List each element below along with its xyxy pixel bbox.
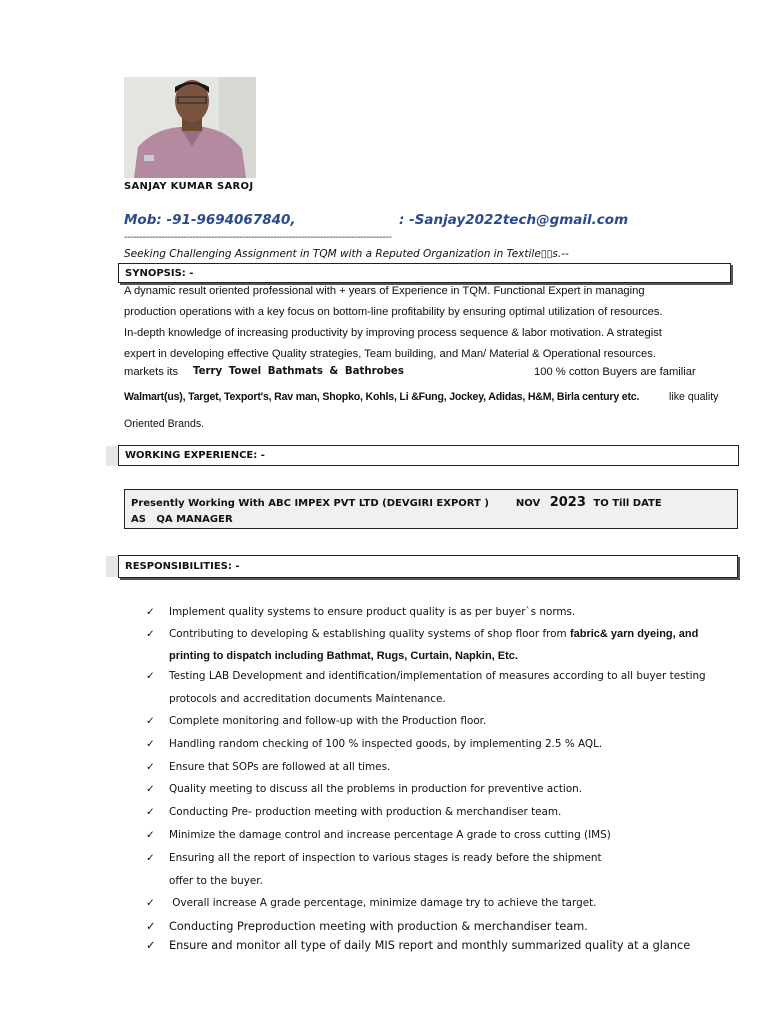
list-item <box>146 783 582 795</box>
synopsis-line-5c: 100 % cotton Buyers are familiar <box>534 366 696 378</box>
list-item-text: Ensure that SOPs are followed at all times. <box>169 761 391 773</box>
list-item <box>146 897 597 909</box>
current-role: AS QA MANAGER <box>131 514 233 525</box>
list-item <box>146 670 706 682</box>
check-icon: ✓ <box>146 738 155 750</box>
list-item <box>146 852 602 864</box>
synopsis-line-7: Oriented Brands. <box>124 418 205 430</box>
check-icon: ✓ <box>146 670 155 682</box>
list-item-text: Quality meeting to discuss all the problems in production for preventive action. <box>169 783 583 795</box>
start-year: 2023 <box>549 495 586 510</box>
list-item <box>146 761 390 773</box>
candidate-name: SANJAY KUMAR SAROJ <box>124 181 254 192</box>
list-item-text: protocols and accreditation documents Maintenance. <box>169 693 446 705</box>
list-item-text: Contributing to developing & establishing quality systems of shop floor from <box>169 628 567 640</box>
objective-line: Seeking Challenging Assignment in TQM with a Reputed Organization in Textile▯▯s.-- <box>124 248 569 260</box>
working-experience-label: WORKING EXPERIENCE: - <box>125 450 265 461</box>
responsibilities-heading <box>118 555 738 578</box>
list-item <box>146 939 690 952</box>
check-icon: ✓ <box>146 806 155 818</box>
list-item-text: Ensure and monitor all type of daily MIS report and monthly summarized quality at a glance <box>169 939 691 952</box>
list-item-text: Complete monitoring and follow-up with the Production floor. <box>169 715 487 727</box>
synopsis-line-2: production operations with a key focus on bottom-line profitability by ensuring optimal utilization of resources. <box>124 306 663 318</box>
separator-line: -------------------------------------------------------------------------------------- <box>124 232 392 243</box>
synopsis-line-5b: Terry Towel Bathmats & Bathrobes <box>193 366 404 377</box>
list-item <box>146 829 611 841</box>
synopsis-line-1: A dynamic result oriented professional with + years of Experience in TQM. Functional Expert in managing <box>124 285 645 297</box>
check-icon: ✓ <box>146 829 155 841</box>
profile-photo <box>124 77 256 178</box>
synopsis-heading-label: SYNOPSIS: - <box>125 267 194 279</box>
person-photo-icon <box>124 77 256 178</box>
mobile-number: Mob: -91-9694067840, <box>124 212 296 228</box>
list-item-text: Handling random checking of 100 % inspected goods, by implementing 2.5 % AQL. <box>169 738 603 750</box>
check-icon: ✓ <box>146 939 156 952</box>
check-icon: ✓ <box>146 628 155 640</box>
check-icon: ✓ <box>146 761 155 773</box>
list-item <box>146 628 698 640</box>
start-month: NOV <box>515 498 541 509</box>
list-item <box>146 920 588 933</box>
synopsis-line-6b: like quality <box>669 391 719 403</box>
check-icon: ✓ <box>146 715 155 727</box>
list-item-text: Conducting Preproduction meeting with production & merchandiser team. <box>169 920 588 933</box>
list-item-text: Overall increase A grade percentage, minimize damage try to achieve the target. <box>169 897 597 909</box>
check-icon: ✓ <box>146 897 155 909</box>
list-item-text: Conducting Pre- production meeting with production & merchandiser team. <box>169 806 562 818</box>
synopsis-line-5a: markets its <box>124 366 179 378</box>
synopsis-buyers: Walmart(us), Target, Texport's, Rav man, Shopko, Kohls, Li &Fung, Jockey, Adidas, H&M, Birla century etc. <box>124 391 640 403</box>
list-item <box>146 715 486 727</box>
list-item-text: Minimize the damage control and increase percentage A grade to cross cutting (IMS) <box>169 829 611 841</box>
list-item-text: Implement quality systems to ensure product quality is as per buyer`s norms. <box>169 606 576 618</box>
check-icon: ✓ <box>146 783 155 795</box>
current-employer: Presently Working With ABC IMPEX PVT LTD (DEVGIRI EXPORT ) <box>131 498 489 509</box>
synopsis-line-4: expert in developing effective Quality strategies, Team building, and Man/ Material & Operational resources. <box>124 348 656 360</box>
check-icon: ✓ <box>146 920 156 933</box>
list-item <box>146 738 602 750</box>
list-item-text: Ensuring all the report of inspection to various stages is ready before the shipment <box>169 852 602 864</box>
list-item-text-bold: printing to dispatch including Bathmat, Rugs, Curtain, Napkin, Etc. <box>169 650 518 662</box>
end-date: TO Till DATE <box>593 498 662 509</box>
list-item <box>146 606 575 618</box>
check-icon: ✓ <box>146 606 155 618</box>
list-item <box>146 806 561 818</box>
current-position-box <box>124 489 738 529</box>
list-item-text: Testing LAB Development and identification/implementation of measures according to all buyer testing <box>169 670 706 682</box>
responsibilities-label: RESPONSIBILITIES: - <box>125 561 240 572</box>
check-icon: ✓ <box>146 852 155 864</box>
working-experience-heading <box>118 445 739 466</box>
synopsis-heading <box>118 263 731 283</box>
synopsis-line-3: In-depth knowledge of increasing productivity by improving process sequence & labor motivation. A strategist <box>124 327 662 339</box>
list-item-text: offer to the buyer. <box>169 875 263 887</box>
list-item-text-bold: fabric& yarn dyeing, and <box>569 628 699 640</box>
email-address: : -Sanjay2022tech@gmail.com <box>399 212 629 228</box>
